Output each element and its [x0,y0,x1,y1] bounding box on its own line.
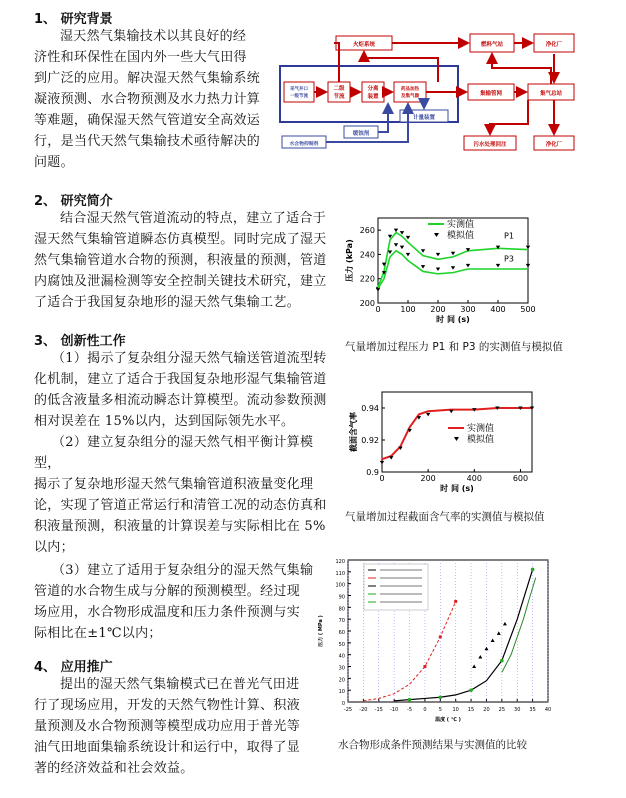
series-p1-simulated-point [436,253,440,256]
x-tick-label: 25 [498,707,506,713]
caption-chart-1: 气量增加过程压力 P1 和 P3 的实测值与模拟值 [345,341,563,353]
x-tick-label: 40 [544,707,552,713]
series-p1-simulated-point [394,229,398,233]
text-line: 了适合于我国复杂地形的湿天然气集输工艺。 [34,295,301,310]
text-line: 内腐蚀及泄漏检测等安全控制关键技术研究，建立 [34,274,327,289]
series-3-point [472,665,476,669]
section-1-title: 1、 研究背景 [34,12,113,27]
section-4-title: 4、 应用推广 [34,660,113,675]
y-tick-label: 100 [335,582,345,589]
series-3-point [478,655,482,659]
x-tick-label: 0 [375,305,381,314]
plot-frame [382,392,532,472]
series-p3-simulated-point [400,246,404,250]
y-tick-label: 70 [338,618,345,625]
y-tick-label: 50 [338,641,345,648]
box-separator-label: 分离 [367,86,379,92]
x-tick-label: 10 [452,707,459,713]
y-tick-label: 20 [338,677,345,684]
caption-chart-3: 水合物形成条件预测结果与实测值的比较 [338,739,527,751]
series-2-point [454,600,457,603]
box-gather-label: 集输管网 [479,91,503,97]
box-purify-1-label: 净化厂 [545,42,563,48]
legend-simulated-label: 模拟值 [447,231,475,241]
series-p1-simulated-point [406,236,410,240]
legend-measured-label: 实测值 [447,220,475,230]
y-tick-label: 30 [338,665,345,672]
y-tick-label: 90 [338,594,345,601]
series-p3-simulated-point [394,243,398,247]
series-1-point [408,698,412,702]
series-1-point [500,659,504,663]
x-tick-label: 5 [438,707,442,713]
x-tick-label: 35 [529,707,536,713]
x-tick-label: 30 [514,707,521,713]
series-p1-simulated-point [400,231,404,235]
chart-gas-fraction [348,386,548,504]
series-p3-simulated-point [421,265,425,269]
series-p3-simulated-point [451,266,455,270]
box-measure-label: 计量装置 [412,115,436,121]
text-line: 论，实现了管道正常运行和清管工况的动态仿真和 [34,498,327,513]
text-line: 提出的湿天然气集输模式已在普光气田进 [60,677,300,692]
box-fuel-label: 燃料气站 [480,42,504,48]
x-tick-label: 0 [379,474,385,483]
series-3-point [484,647,488,651]
x-tick-label: 300 [460,305,476,314]
text-line: 际相比在±1℃以内； [34,626,162,641]
process-flow-diagram [278,24,598,154]
x-tick-label: 200 [420,474,436,483]
text-line: 湿天然气集输技术以其良好的经 [60,29,247,44]
series-p3-simulated-point [466,264,470,268]
y-axis-label: 截面含气率 [349,412,358,452]
text-line: 到广泛的应用。解决湿天然气集输系统 [34,71,261,86]
x-tick-label: -20 [359,707,368,713]
text-line: 化机制，建立了适合于我国复杂地形湿气集输管道 [34,372,327,387]
series-label-p3: P3 [504,254,514,264]
x-tick-label: 0 [423,707,427,713]
section-1-body [34,26,274,173]
series-label-p1: P1 [504,231,514,241]
text-line: 著的经济效益和社会效益。 [34,761,194,776]
x-tick-label: -5 [407,707,413,713]
text-line: 湿天然气集输管道瞬态仿真模型。同时完成了湿天 [34,232,327,247]
box-wellhead [284,82,314,102]
series-simulated-point [426,413,430,417]
x-tick-label: 400 [490,305,506,314]
y-tick-label: 10 [338,689,345,696]
series-simulated-point [389,456,393,460]
series-p3-simulated-point [526,264,530,268]
y-tick-label: 120 [335,559,345,565]
series-p3-simulated-point [496,264,500,268]
text-line: 然气集输管道水合物的预测，积液量的预测，管道 [34,253,327,268]
box-sewage-label: 污水处理回注 [473,142,507,148]
legend-measured-label: 实测值 [467,424,495,434]
section-3-body-continued [34,560,314,644]
box-separator-label-2: 装置 [367,94,379,100]
text-line: 油气田地面集输系统设计和运行中，取得了显 [34,740,301,755]
x-tick-label: 400 [466,474,482,483]
y-tick-label: 40 [338,653,345,660]
text-line: 相对误差在 15%以内，达到国际领先水平。 [34,414,295,429]
y-tick-label: 0 [341,701,345,707]
series-p3-simulated-point [388,251,392,255]
y-tick-label: 110 [335,570,345,577]
text-line: 结合湿天然气管道流动的特点，建立了适合于 [60,211,327,226]
text-line: 问题。 [34,155,74,170]
x-tick-label: -25 [343,707,353,713]
series-p3-simulated-point [376,288,380,292]
series-p1-simulated-point [421,249,425,253]
box-second-label-2: 节流 [333,94,345,100]
series-measured-line [382,408,532,459]
series-p1-simulated-point [526,246,530,250]
y-tick-label: 0.94 [361,404,379,413]
chart-pressure-p1-p3 [340,210,540,335]
text-line: 行了现场应用，开发的天然气物性计算、积液 [34,698,301,713]
x-tick-label: 600 [512,474,529,483]
legend-simulated-swatch [454,437,459,441]
section-2-body [34,208,334,313]
box-wellhead-label: 采气井口 [290,87,308,92]
box-hydrate-label: 水合物抑制剂 [289,142,319,147]
legend-simulated-swatch [434,233,439,237]
series-p3-simulated-point [406,253,410,256]
x-tick-label: 20 [483,707,490,713]
y-tick-label: 200 [359,299,375,308]
text-line: 管道的水合物生成与分解的预测模型。经过现 [34,584,301,599]
box-purify-2-label: 净化厂 [545,142,563,148]
box-second-label: 二级 [333,86,345,92]
section-2-title: 2、 研究简介 [34,194,113,209]
y-tick-label: 0.9 [366,468,379,477]
text-line: 的低含液量多相流动瞬态计算模型。流动参数预测 [34,393,327,408]
box-flare-label: 火炬系统 [352,42,376,48]
box-inhibitor-label: 缓蚀剂 [352,131,370,137]
text-line: 揭示了复杂地形湿天然气集输管道积液量变化理 [34,477,314,492]
x-tick-label: -15 [374,707,383,713]
box-station-label: 集气总站 [539,91,563,97]
text-line: 场应用，水合物形成温度和压力条件预测与实 [34,605,301,620]
y-tick-label: 80 [338,606,345,613]
text-line: 积液量预测，积液量的计算误差与实际相比在 5% [34,519,326,534]
chart-hydrate-formation [318,554,558,728]
section-3-body [34,348,334,558]
y-tick-label: 220 [359,274,375,284]
text-line: 凝液预测、水合物预测及水力热力计算 [34,92,261,107]
series-4-line [502,578,536,673]
series-1-point [469,688,473,692]
section-4-body [34,674,314,779]
series-3-point [503,622,507,626]
series-simulated-point [380,461,384,465]
y-tick-label: 0.92 [361,436,379,445]
series-1-point [531,568,535,572]
x-axis-label: 时 间 (s) [440,484,474,493]
series-2-point [439,635,442,638]
section-3-title: 3、 创新性工作 [34,334,126,349]
box-heat [394,82,426,102]
series-p1-simulated-point [451,252,455,256]
series-2-line [363,601,455,700]
series-3-point [497,631,501,635]
x-tick-label: 15 [467,707,475,713]
text-line: （2）建立复杂组分的湿天然气相平衡计算模型， [34,435,314,471]
x-tick-label: 500 [520,305,536,314]
y-tick-label: 260 [359,226,375,236]
x-axis-label: 时 间 (s) [436,315,470,324]
y-tick-label: 60 [338,630,345,636]
series-3-point [491,638,495,642]
series-p3-simulated-point [436,268,440,272]
y-axis-label: 压力 (kPa) [345,239,354,282]
text-line: 行，是当代天然气集输技术亟待解决的 [34,134,261,149]
box-heat-label: 药品加热 [401,87,419,92]
series-1-point [439,695,443,699]
legend-simulated-label: 模拟值 [467,435,495,445]
box-wellhead-label-2: 一级节流 [290,94,308,99]
y-tick-label: 240 [359,250,375,260]
box-heat-label-2: 及集气器 [401,94,419,99]
series-simulated-point [449,410,453,414]
text-line: 量预测及水合物预测等模型成功应用于普光等 [34,719,301,734]
text-line: 以内； [34,540,74,555]
x-tick-label: 100 [400,305,416,314]
x-tick-label: -10 [390,707,399,713]
caption-chart-2: 气量增加过程截面含气率的实测值与模拟值 [345,511,545,523]
x-axis-label: 温度 ( ℃ ) [435,717,461,723]
text-line: （3）建立了适用于复杂组分的湿天然气集输 [52,563,314,578]
series-2-point [423,665,426,668]
y-axis-label: 压力 ( MPa ) [318,615,324,647]
text-line: 济性和环保性在国内外一些大气田得 [34,50,247,65]
text-line: 等难题，确保湿天然气管道安全高效运 [34,113,261,128]
text-line: （1）揭示了复杂组分湿天然气输送管道流型转 [52,351,327,366]
x-tick-label: 200 [430,305,446,314]
